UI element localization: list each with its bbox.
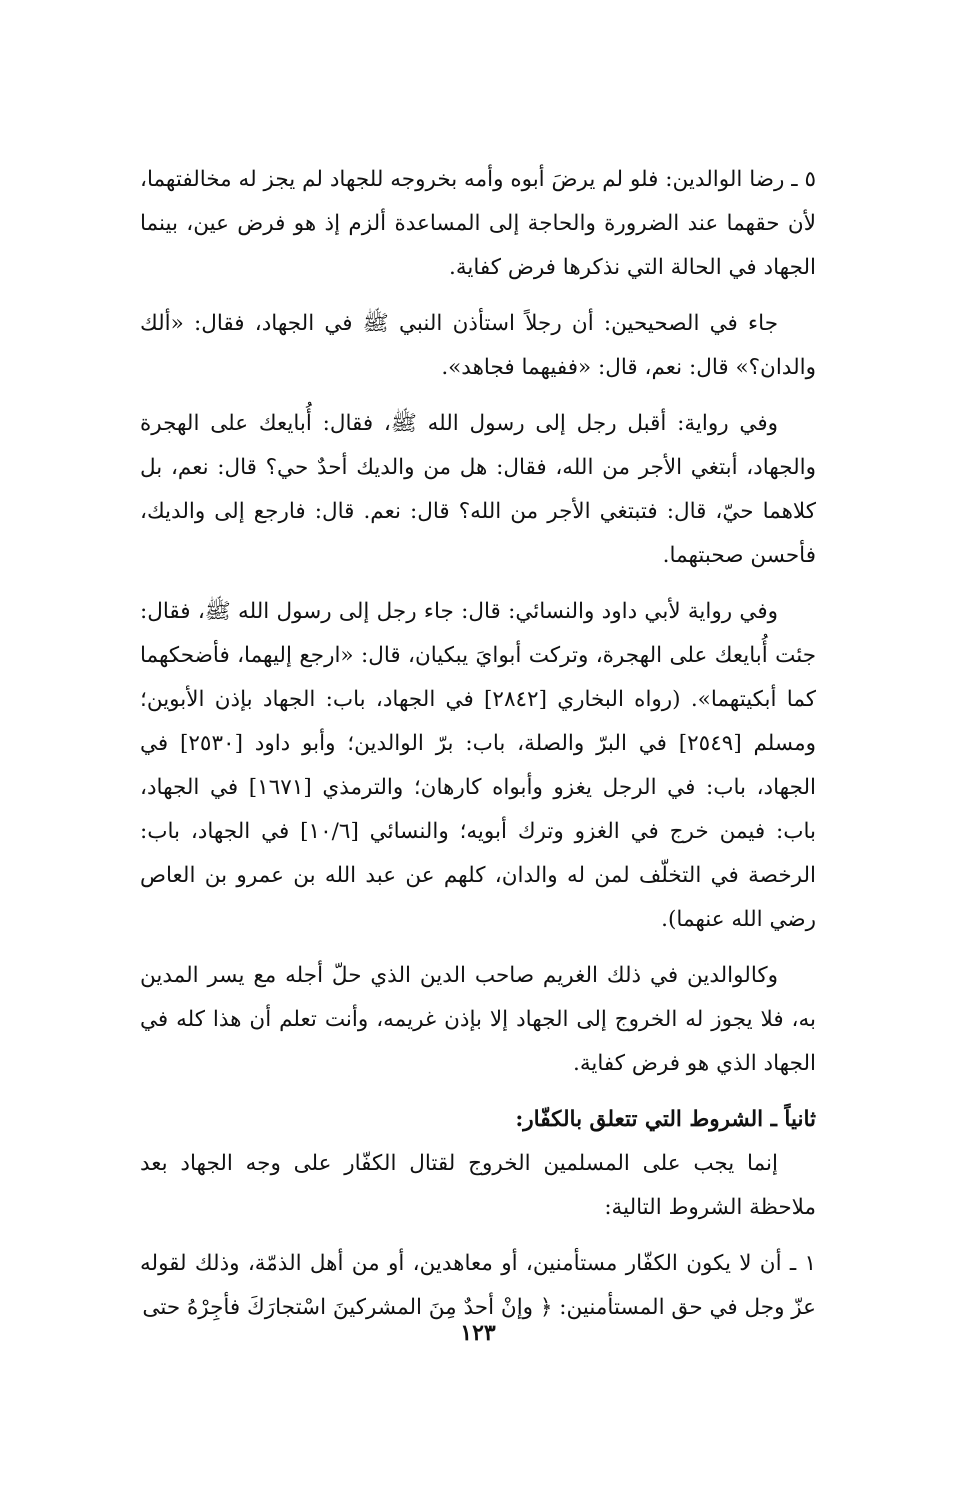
condition-one: ١ ـ أن لا يكون الكفّار مستأمنين، أو معاهدين، أو من أهل الذمّة، وذلك لقوله عزّ وجل في حق المستأمنين: ﴿ وإنْ أحدٌ مِنَ المشركينَ اسْتجارَكَ فأجِرْهُ حتى [140, 1251, 816, 1320]
page-number: ١٢٣ [460, 1320, 496, 1346]
page-body [140, 158, 816, 1342]
paragraph-sahihayn-narration: جاء في الصحيحين: أن رجلاً استأذن النبي ﷺ في الجهاد، فقال: «ألك والدان؟» قال: نعم، قال: «ففيهما فجاهد». [140, 311, 816, 380]
paragraph-parents-consent: ٥ ـ رضا الوالدين: فلو لم يرضَ أبوه وأمه بخروجه للجهاد لم يجز له مخالفتهما، لأن حقهما عند الضرورة والحاجة إلى المساعدة ألزم إذ هو فرض عين، بينما الجهاد في الحالة التي نذكرها فرض كفاية. [140, 167, 816, 280]
paragraph-creditor: وكالوالدين في ذلك الغريم صاحب الدين الذي حلّ أجله مع يسر المدين به، فلا يجوز له الخروج إلى الجهاد إلا بإذن غريمه، وأنت تعلم أن هذا كله في الجهاد الذي هو فرض كفاية. [140, 963, 816, 1076]
section-intro: إنما يجب على المسلمين الخروج لقتال الكفّار على وجه الجهاد بعد ملاحظة الشروط التالية: [140, 1151, 816, 1220]
section-heading: ثانياً ـ الشروط التي تتعلق بالكفّار: [515, 1107, 816, 1132]
paragraph-abu-dawud-narration: وفي رواية لأبي داود والنسائي: قال: جاء رجل إلى رسول الله ﷺ، فقال: جئت أُبايعك على الهجرة، وتركت أبوايَ يبكيان، قال: «ارجع إليهما، فأضحكهما كما أبكيتهما». (رواه البخاري [٢٨٤٢] في الجهاد، باب: الجهاد بإذن الأبوين؛ ومسلم [٢٥٤٩] في البرّ والصلة، باب: برّ الوالدين؛ وأبو داود [٢٥٣٠] في الجهاد، باب: في الرجل يغزو وأبواه كارهان؛ والترمذي [١٦٧١] في الجهاد، باب: فيمن خرج في الغزو وترك أبويه؛ والنسائي [١٠/٦] في الجهاد، باب: الرخصة في التخلّف لمن له والدان، كلهم عن عبد الله بن عمرو بن العاص رضي الله عنهما). [140, 599, 816, 932]
paragraph-second-narration: وفي رواية: أقبل رجل إلى رسول الله ﷺ، فقال: أُبايعك على الهجرة والجهاد، أبتغي الأجر من الله، فقال: هل من والديك أحدٌ حي؟ قال: نعم، بل كلاهما حيّ، قال: فتبتغي الأجر من الله؟ قال: نعم. قال: فارجع إلى والديك، فأحسن صحبتهما. [140, 411, 816, 568]
